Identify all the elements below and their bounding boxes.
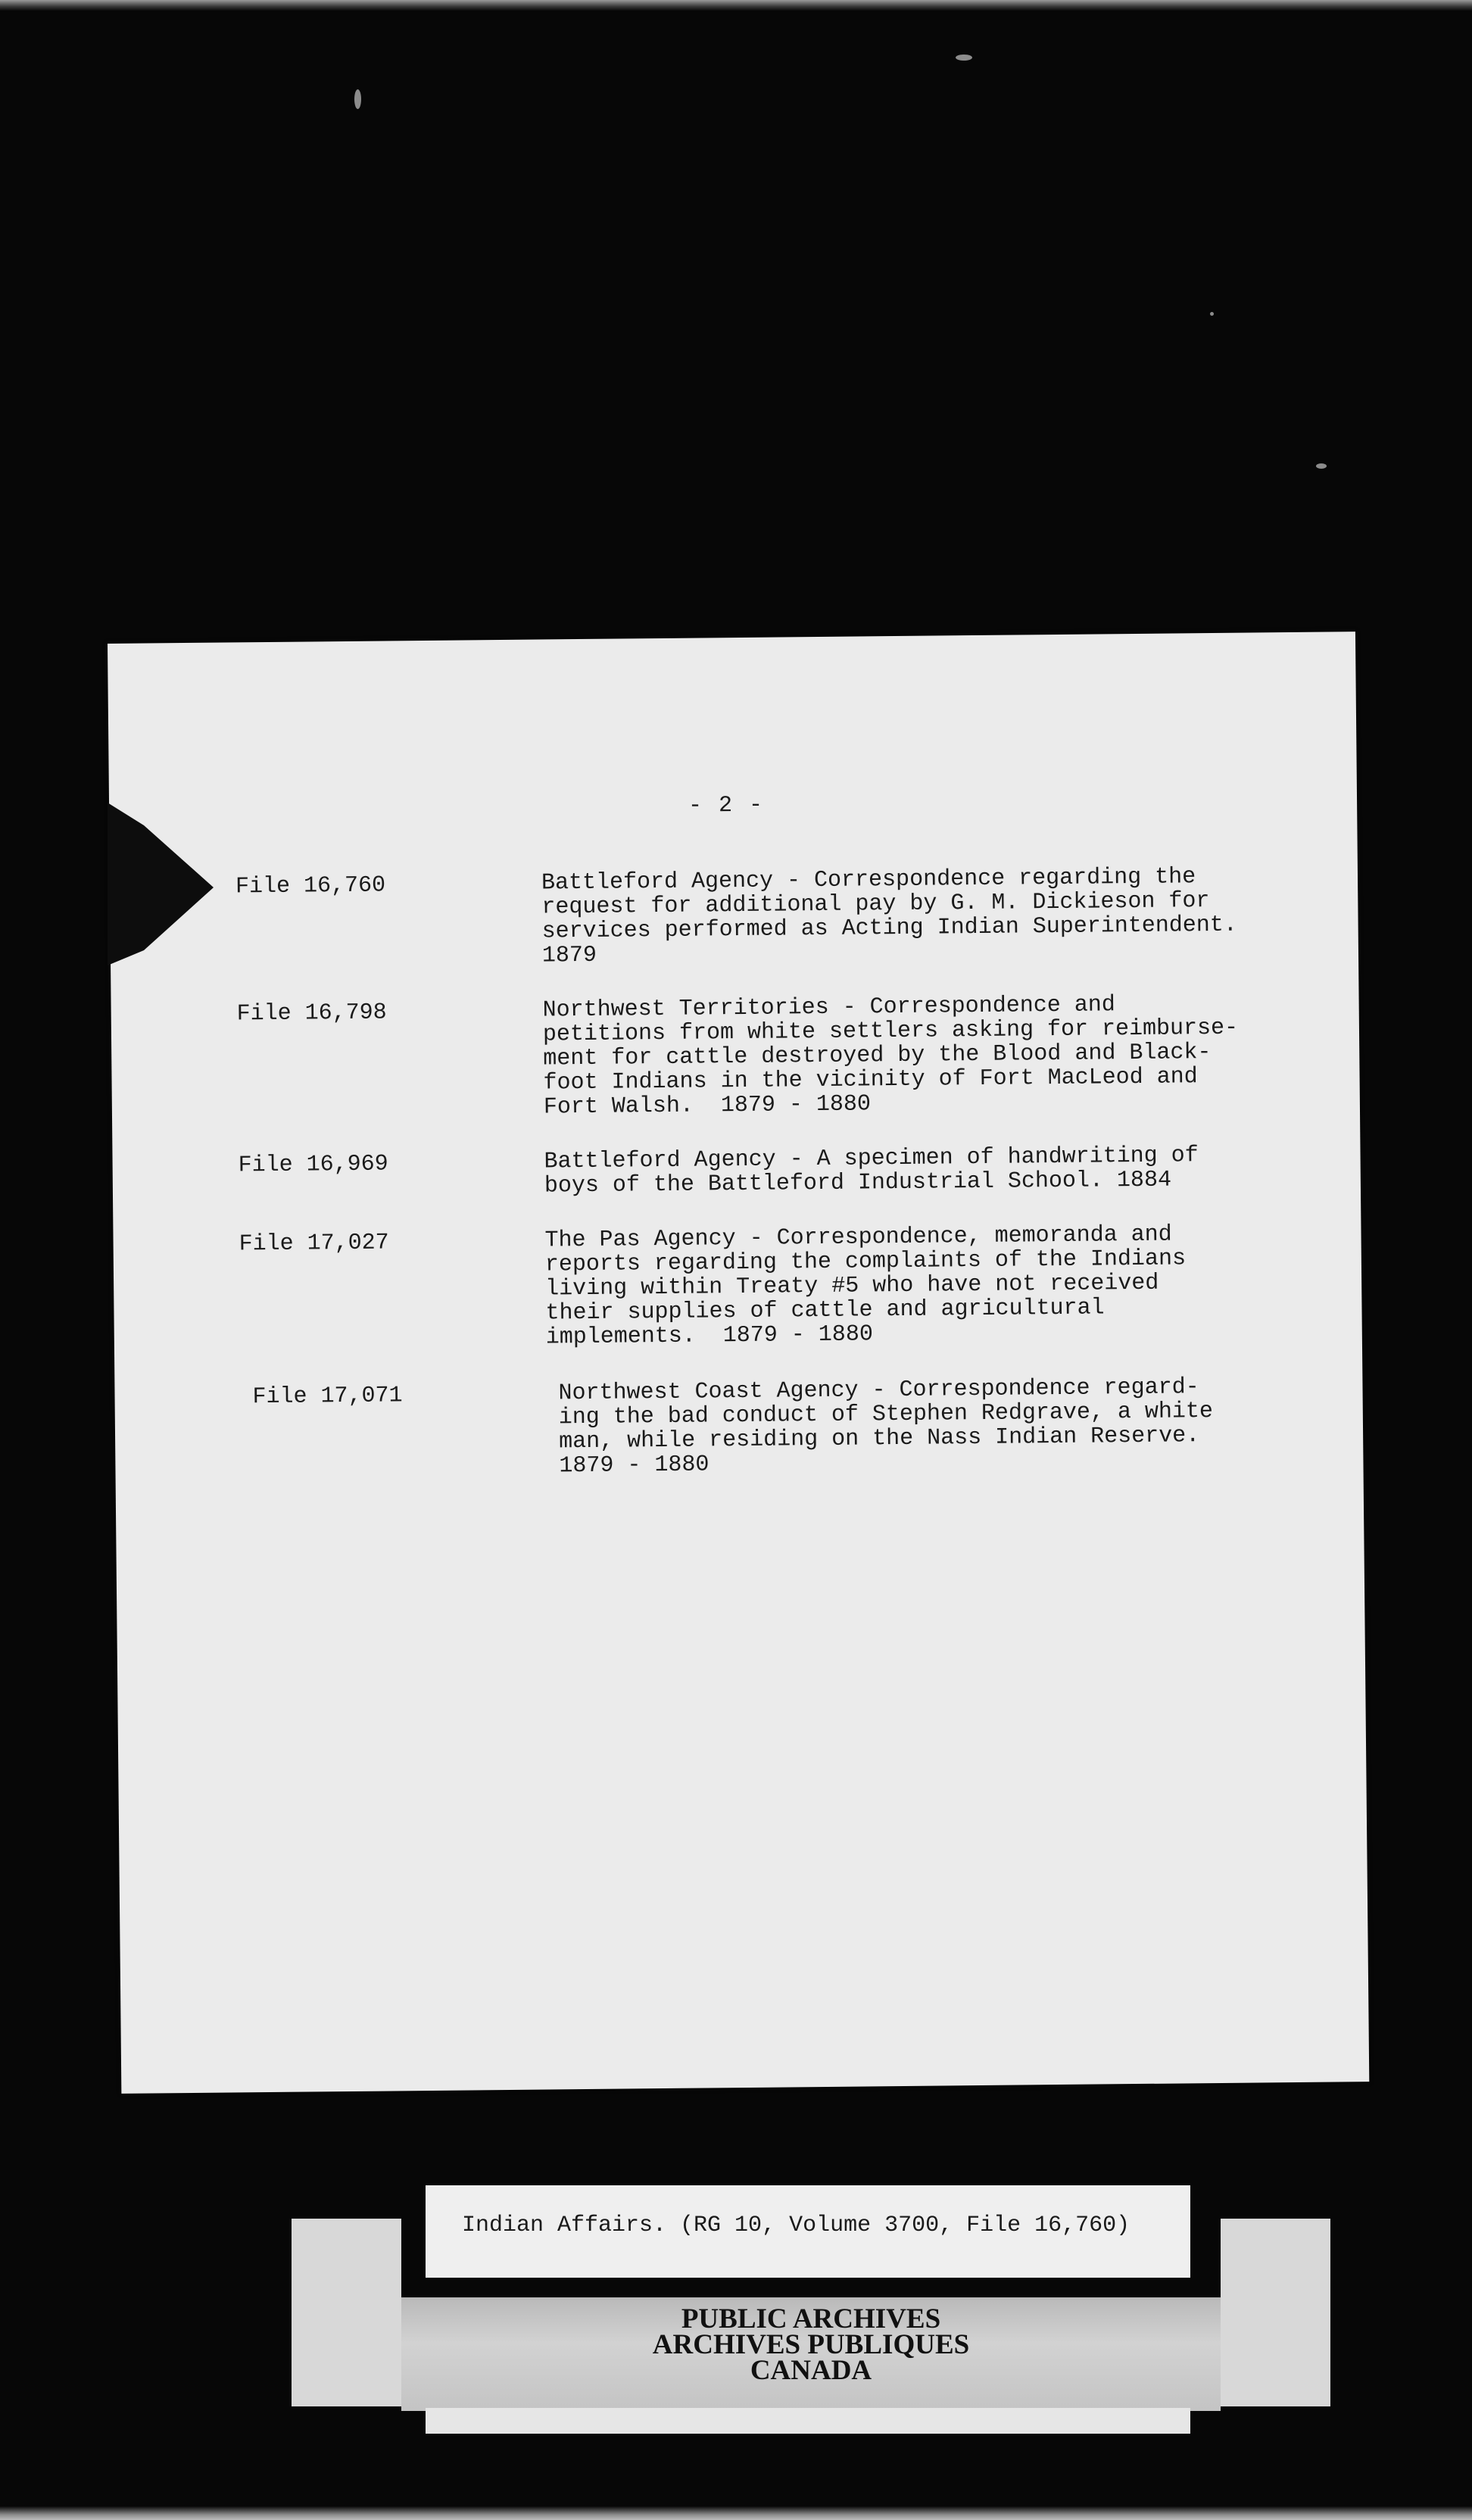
reference-label: Indian Affairs. (RG 10, Volume 3700, File 16,760) <box>462 2213 1131 2238</box>
stamp-line-1: PUBLIC ARCHIVES <box>681 2303 941 2334</box>
file-entry <box>113 1221 1361 1351</box>
file-description: Northwest Coast Agency - Correspondence regard- ing the bad conduct of Stephen Redgrave, a white man, while residing on the Nass Indian Reserve. 1879 - 1880 <box>558 1374 1214 1480</box>
dust-speck <box>1316 463 1327 469</box>
file-entry <box>110 863 1358 969</box>
file-number: File 16,969 <box>238 1151 388 1179</box>
file-description: Battleford Agency - A specimen of handwriting of boys of the Battleford Industrial School. 1884 <box>544 1143 1199 1199</box>
file-number: File 17,027 <box>239 1230 389 1258</box>
file-description: Northwest Territories - Correspondence and petitions from white settlers asking for reimburse- ment for cattle destroyed by the Blood and Black- foot Indians in the vicinity of Fort MacLeod and Fort Walsh. 1879 - 1880 <box>542 992 1239 1121</box>
file-number: File 16,760 <box>235 872 386 900</box>
dust-speck <box>1210 312 1214 316</box>
file-number: File 17,071 <box>252 1383 403 1411</box>
stamp-line-2: ARCHIVES PUBLIQUES <box>652 2329 970 2360</box>
stamp-tab <box>426 2408 1190 2434</box>
archive-stamp-text <box>401 2303 1221 2386</box>
dust-speck <box>354 89 361 109</box>
file-number: File 16,798 <box>236 1000 387 1028</box>
dust-speck <box>956 55 972 61</box>
file-description: Battleford Agency - Correspondence regarding the request for additional pay by G. M. Dickieson for services performed as Acting Indian Superintendent. 1879 <box>541 864 1237 969</box>
page-number: - 2 - <box>688 792 765 819</box>
pointer-arrow-icon <box>108 795 214 973</box>
file-entry <box>114 1374 1362 1480</box>
file-description: The Pas Agency - Correspondence, memoranda and reports regarding the complaints of the Indians living within Treaty #5 who have not received their supplies of cattle and agricultural implements. 1879 - 1880 <box>544 1221 1187 1351</box>
film-bottom-edge <box>0 2506 1472 2520</box>
document-sheet <box>108 632 1369 2094</box>
holder-tab-right <box>1221 2219 1330 2406</box>
holder-tab-left <box>292 2219 401 2406</box>
file-entry <box>112 1142 1360 1199</box>
stamp-line-3: CANADA <box>750 2355 872 2386</box>
reference-label-card <box>426 2185 1190 2278</box>
film-top-edge <box>0 0 1472 11</box>
archive-stamp <box>401 2297 1221 2411</box>
file-entry <box>111 990 1359 1121</box>
